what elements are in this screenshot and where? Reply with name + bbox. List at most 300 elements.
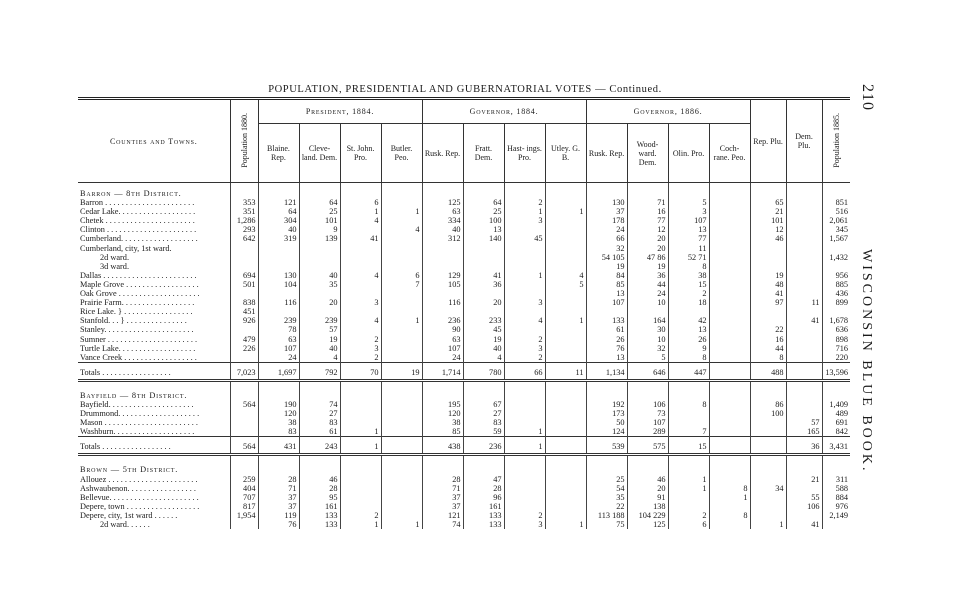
- table-cell: [381, 400, 422, 409]
- table-cell: 106: [786, 502, 822, 511]
- table-cell: [422, 459, 463, 474]
- table-cell: [627, 307, 668, 316]
- table-cell: 52 71: [668, 253, 709, 262]
- table-cell: 125: [422, 198, 463, 207]
- table-cell: 2: [668, 289, 709, 298]
- table-cell: 817: [230, 502, 258, 511]
- table-cell: 976: [822, 502, 850, 511]
- table-cell: 38: [668, 271, 709, 280]
- table-cell: 139: [299, 234, 340, 243]
- table-row: [78, 216, 850, 225]
- table-cell: [230, 353, 258, 363]
- table-cell: [504, 325, 545, 334]
- table-cell: 2,149: [822, 511, 850, 520]
- table-cell: [463, 459, 504, 474]
- table-cell: 8: [709, 484, 750, 493]
- table-cell: [709, 409, 750, 418]
- table-cell: [627, 459, 668, 474]
- table-cell: [709, 366, 750, 381]
- row-label: Prairie Farm. . . . . . . . . . . . . . . . . .: [80, 298, 195, 308]
- table-cell: 36: [627, 271, 668, 280]
- table-cell: 1,432: [822, 253, 850, 262]
- table-cell: 100: [463, 216, 504, 225]
- table-cell: [504, 484, 545, 493]
- table-cell: 64: [258, 207, 299, 216]
- row-label: Stanley. . . . . . . . . . . . . . . . . . . . . .: [80, 325, 194, 335]
- table-cell: 1: [504, 427, 545, 437]
- table-cell: 20: [627, 484, 668, 493]
- table-cell: 124: [586, 427, 627, 437]
- table-cell: 140: [463, 234, 504, 243]
- table-cell: [786, 183, 822, 199]
- table-cell: 220: [822, 353, 850, 363]
- table-cell: [786, 511, 822, 520]
- table-cell: 304: [258, 216, 299, 225]
- row-label: 3d ward.: [100, 261, 130, 271]
- table-cell: 25: [463, 207, 504, 216]
- table-cell: 898: [822, 335, 850, 344]
- table-cell: 21: [786, 475, 822, 484]
- table-cell: [504, 225, 545, 234]
- table-cell: 161: [463, 502, 504, 511]
- table-cell: 192: [586, 400, 627, 409]
- table-row: [78, 427, 850, 437]
- table-cell: [340, 400, 381, 409]
- table-cell: [381, 418, 422, 427]
- table-cell: [545, 216, 586, 225]
- table-cell: [299, 262, 340, 271]
- table-cell: 4: [504, 316, 545, 325]
- table-cell: [786, 459, 822, 474]
- table-cell: 9: [299, 225, 340, 234]
- table-cell: [709, 207, 750, 216]
- table-cell: 956: [822, 271, 850, 280]
- table-row: [78, 289, 850, 298]
- table-cell: 129: [422, 271, 463, 280]
- table-cell: [545, 244, 586, 253]
- table-cell: [381, 409, 422, 418]
- table-cell: 7: [668, 427, 709, 437]
- table-cell: [340, 225, 381, 234]
- table-cell: [786, 400, 822, 409]
- table-cell: 101: [299, 216, 340, 225]
- table-cell: [504, 289, 545, 298]
- table-cell: 121: [258, 198, 299, 207]
- table-cell: 65: [750, 198, 786, 207]
- header-cochrane: Coch- rane. Peo.: [709, 124, 750, 183]
- table-cell: 351: [230, 207, 258, 216]
- table-cell: 1,134: [586, 366, 627, 381]
- table-cell: 353: [230, 198, 258, 207]
- table-cell: [786, 234, 822, 243]
- table-cell: 20: [627, 244, 668, 253]
- table-cell: 24: [586, 225, 627, 234]
- table-cell: [340, 280, 381, 289]
- table-cell: 83: [258, 427, 299, 437]
- table-cell: [504, 183, 545, 199]
- table-cell: [545, 353, 586, 363]
- row-label: Rice Lake. } . . . . . . . . . . . . . . . . .: [80, 307, 193, 317]
- table-cell: [504, 459, 545, 474]
- table-cell: 13: [668, 225, 709, 234]
- table-row: [78, 502, 850, 511]
- table-cell: 1: [381, 520, 422, 529]
- table-cell: 63: [422, 207, 463, 216]
- table-cell: [545, 484, 586, 493]
- table-cell: 47 86: [627, 253, 668, 262]
- header-hastings: Hast- ings. Pro.: [504, 124, 545, 183]
- table-cell: [545, 440, 586, 455]
- table-cell: 38: [258, 418, 299, 427]
- table-cell: 4: [340, 316, 381, 325]
- table-cell: 37: [586, 207, 627, 216]
- table-cell: 4: [381, 225, 422, 234]
- table-row: [78, 335, 850, 344]
- table-cell: 259: [230, 475, 258, 484]
- table-cell: 926: [230, 316, 258, 325]
- table-cell: [586, 183, 627, 199]
- table-cell: [545, 409, 586, 418]
- table-cell: 479: [230, 335, 258, 344]
- header-st-john: St. John. Pro.: [340, 124, 381, 183]
- table-cell: 164: [627, 316, 668, 325]
- table-cell: [750, 427, 786, 437]
- table-cell: 1: [340, 427, 381, 437]
- table-cell: [750, 511, 786, 520]
- table-cell: [381, 262, 422, 271]
- table-cell: 2: [504, 198, 545, 207]
- table-cell: [422, 385, 463, 400]
- row-label: Ashwaubenon. . . . . . . . . . . . . . . . .: [80, 483, 196, 493]
- table-cell: 575: [627, 440, 668, 455]
- table-cell: 19: [299, 335, 340, 344]
- table-cell: [545, 511, 586, 520]
- table-cell: 28: [422, 475, 463, 484]
- table-cell: 104: [258, 280, 299, 289]
- table-cell: [750, 183, 786, 199]
- table-cell: 13: [586, 353, 627, 363]
- table-cell: [668, 502, 709, 511]
- table-cell: 447: [668, 366, 709, 381]
- table-cell: [545, 225, 586, 234]
- table-cell: [381, 183, 422, 199]
- table-cell: [545, 253, 586, 262]
- table-cell: 107: [258, 344, 299, 353]
- table-cell: 120: [422, 409, 463, 418]
- table-cell: [340, 385, 381, 400]
- table-cell: [750, 459, 786, 474]
- table-cell: 37: [258, 502, 299, 511]
- table-cell: 236: [463, 440, 504, 455]
- table-cell: 1: [381, 207, 422, 216]
- table-cell: [709, 418, 750, 427]
- table-cell: [381, 475, 422, 484]
- table-cell: 54 105: [586, 253, 627, 262]
- table-cell: 1,697: [258, 366, 299, 381]
- table-cell: [230, 183, 258, 199]
- header-fratt: Fratt. Dem.: [463, 124, 504, 183]
- table-cell: 792: [299, 366, 340, 381]
- row-label: Turtle Lake. . . . . . . . . . . . . . . . . . .: [80, 343, 196, 353]
- table-cell: 25: [586, 475, 627, 484]
- table-cell: 885: [822, 280, 850, 289]
- row-label: Maple Grove . . . . . . . . . . . . . . . . . .: [80, 279, 199, 289]
- table-cell: 3: [340, 298, 381, 307]
- table-cell: 1,286: [230, 216, 258, 225]
- table-cell: [545, 335, 586, 344]
- table-cell: 488: [750, 366, 786, 381]
- header-rusk-1886: Rusk. Rep.: [586, 124, 627, 183]
- table-cell: 46: [299, 475, 340, 484]
- table-cell: 431: [258, 440, 299, 455]
- table-cell: 26: [668, 335, 709, 344]
- table-cell: 120: [258, 409, 299, 418]
- table-cell: 97: [750, 298, 786, 307]
- table-cell: [340, 484, 381, 493]
- table-cell: 85: [586, 280, 627, 289]
- table-cell: 7,023: [230, 366, 258, 381]
- table-cell: 236: [422, 316, 463, 325]
- table-cell: 694: [230, 271, 258, 280]
- table-cell: 1: [340, 207, 381, 216]
- table-cell: [786, 385, 822, 400]
- running-title: WISCONSIN BLUE BOOK.: [859, 249, 874, 474]
- table-cell: 564: [230, 440, 258, 455]
- table-cell: 24: [258, 353, 299, 363]
- table-cell: [545, 502, 586, 511]
- row-label: Vance Creek . . . . . . . . . . . . . . . . . .: [80, 352, 197, 362]
- row-label: Depere, city, 1st ward . . . . . .: [80, 510, 178, 520]
- table-cell: [463, 244, 504, 253]
- table-cell: [709, 502, 750, 511]
- table-cell: 11: [545, 366, 586, 381]
- table-cell: 133: [463, 511, 504, 520]
- table-cell: 107: [586, 298, 627, 307]
- table-cell: 28: [463, 484, 504, 493]
- table-cell: [709, 298, 750, 307]
- table-cell: 86: [750, 400, 786, 409]
- table-cell: 334: [422, 216, 463, 225]
- table-cell: [545, 307, 586, 316]
- header-president-1884: President, 1884.: [258, 99, 422, 124]
- header-rusk-1884: Rusk. Rep.: [422, 124, 463, 183]
- table-cell: 1,409: [822, 400, 850, 409]
- row-label: Cedar Lake. . . . . . . . . . . . . . . . . . .: [80, 207, 196, 217]
- table-cell: 40: [463, 344, 504, 353]
- row-label: Chetek . . . . . . . . . . . . . . . . . . . . . .: [80, 216, 195, 226]
- table-row: [78, 298, 850, 307]
- row-label: Brown — 5th District.: [80, 465, 179, 475]
- table-cell: 100: [750, 409, 786, 418]
- table-cell: 16: [750, 335, 786, 344]
- table-cell: [786, 344, 822, 353]
- row-label: Allouez . . . . . . . . . . . . . . . . . . . . . .: [80, 474, 198, 484]
- table-cell: [786, 225, 822, 234]
- table-cell: 37: [422, 502, 463, 511]
- table-cell: 8: [668, 262, 709, 271]
- table-cell: [586, 307, 627, 316]
- page-sidebar: [848, 84, 888, 594]
- table-cell: [786, 335, 822, 344]
- district-header-row: [78, 459, 850, 474]
- table-cell: 436: [822, 289, 850, 298]
- table-cell: [230, 520, 258, 529]
- table-cell: 8: [750, 353, 786, 363]
- table-cell: [545, 198, 586, 207]
- table-cell: 74: [299, 400, 340, 409]
- table-cell: [504, 418, 545, 427]
- table-cell: 32: [586, 244, 627, 253]
- table-cell: 404: [230, 484, 258, 493]
- table-cell: 27: [463, 409, 504, 418]
- table-cell: [750, 502, 786, 511]
- header-woodward: Wood- ward. Dem.: [627, 124, 668, 183]
- table-cell: 37: [422, 493, 463, 502]
- table-cell: [504, 409, 545, 418]
- table-cell: [381, 307, 422, 316]
- table-cell: [545, 344, 586, 353]
- table-cell: 116: [422, 298, 463, 307]
- table-cell: 21: [750, 207, 786, 216]
- table-cell: 66: [586, 234, 627, 243]
- table-cell: 90: [422, 325, 463, 334]
- table-cell: [230, 418, 258, 427]
- table-cell: 4: [340, 216, 381, 225]
- table-cell: 78: [258, 325, 299, 334]
- table-cell: [709, 262, 750, 271]
- header-dem-plu: Dem. Plu.: [786, 99, 822, 183]
- table-cell: 77: [668, 234, 709, 243]
- table-cell: [299, 307, 340, 316]
- table-cell: [786, 198, 822, 207]
- table-cell: 195: [422, 400, 463, 409]
- table-cell: [230, 427, 258, 437]
- table-cell: [504, 262, 545, 271]
- table-row: [78, 225, 850, 234]
- header-olin: Olin. Pro.: [668, 124, 709, 183]
- table-cell: [381, 325, 422, 334]
- table-cell: [668, 385, 709, 400]
- table-cell: [340, 493, 381, 502]
- table-cell: [786, 207, 822, 216]
- table-cell: 1,954: [230, 511, 258, 520]
- table-cell: [545, 493, 586, 502]
- table-cell: 130: [586, 198, 627, 207]
- table-cell: 10: [627, 298, 668, 307]
- table-cell: 47: [463, 475, 504, 484]
- table-cell: [786, 325, 822, 334]
- table-cell: [545, 475, 586, 484]
- table-cell: [709, 280, 750, 289]
- table-cell: [786, 289, 822, 298]
- table-cell: 57: [786, 418, 822, 427]
- table-cell: [422, 244, 463, 253]
- table-cell: 6: [340, 198, 381, 207]
- totals-row: [78, 440, 850, 455]
- table-cell: [786, 253, 822, 262]
- table-cell: 646: [627, 366, 668, 381]
- table-cell: 501: [230, 280, 258, 289]
- table-cell: 851: [822, 198, 850, 207]
- table-cell: [381, 385, 422, 400]
- table-cell: [750, 385, 786, 400]
- table-row: [78, 234, 850, 243]
- table-row: [78, 475, 850, 484]
- table-cell: 838: [230, 298, 258, 307]
- table-cell: [230, 253, 258, 262]
- table-cell: 59: [463, 427, 504, 437]
- table-cell: 74: [422, 520, 463, 529]
- table-cell: 71: [627, 198, 668, 207]
- table-cell: 3,431: [822, 440, 850, 455]
- table-cell: [381, 493, 422, 502]
- table-cell: 24: [422, 353, 463, 363]
- table-cell: 8: [709, 511, 750, 520]
- table-cell: [545, 427, 586, 437]
- table-cell: 3: [504, 344, 545, 353]
- table-cell: 516: [822, 207, 850, 216]
- table-cell: [299, 244, 340, 253]
- table-row: [78, 307, 850, 316]
- table-cell: [258, 253, 299, 262]
- table-cell: 1: [504, 440, 545, 455]
- table-cell: [381, 353, 422, 363]
- header-utley: Utley. G. B.: [545, 124, 586, 183]
- table-cell: 5: [668, 198, 709, 207]
- table-cell: 8: [668, 400, 709, 409]
- table-cell: 67: [463, 400, 504, 409]
- table-cell: 84: [586, 271, 627, 280]
- table-cell: 489: [822, 409, 850, 418]
- table-cell: 226: [230, 344, 258, 353]
- table-row: [78, 484, 850, 493]
- table-cell: [340, 253, 381, 262]
- row-label: Barron — 8th District.: [80, 189, 182, 198]
- table-cell: 4: [463, 353, 504, 363]
- table-cell: [709, 344, 750, 353]
- table-cell: [504, 307, 545, 316]
- table-row: [78, 316, 850, 325]
- table-cell: 1: [504, 271, 545, 280]
- table-cell: [230, 325, 258, 334]
- table-row: [78, 511, 850, 520]
- row-label: Clinton . . . . . . . . . . . . . . . . . . . . . .: [80, 225, 197, 235]
- table-cell: 45: [504, 234, 545, 243]
- table-cell: [668, 183, 709, 199]
- table-cell: 11: [668, 244, 709, 253]
- table-cell: 75: [586, 520, 627, 529]
- table-cell: [381, 216, 422, 225]
- table-cell: [381, 440, 422, 455]
- table-cell: [340, 325, 381, 334]
- table-cell: 130: [258, 271, 299, 280]
- table-cell: 233: [463, 316, 504, 325]
- table-cell: [786, 271, 822, 280]
- table-cell: [822, 262, 850, 271]
- table-cell: 125: [627, 520, 668, 529]
- table-cell: [709, 385, 750, 400]
- row-label: 2d ward.: [100, 252, 130, 262]
- table-cell: 588: [822, 484, 850, 493]
- row-label: Sumner . . . . . . . . . . . . . . . . . . . . . .: [80, 334, 198, 344]
- table-cell: 44: [750, 344, 786, 353]
- header-pop-1880: Population 1880.: [230, 99, 258, 183]
- table-cell: [709, 427, 750, 437]
- table-cell: 2: [504, 511, 545, 520]
- table-row: [78, 520, 850, 529]
- table-cell: [786, 280, 822, 289]
- table-cell: 319: [258, 234, 299, 243]
